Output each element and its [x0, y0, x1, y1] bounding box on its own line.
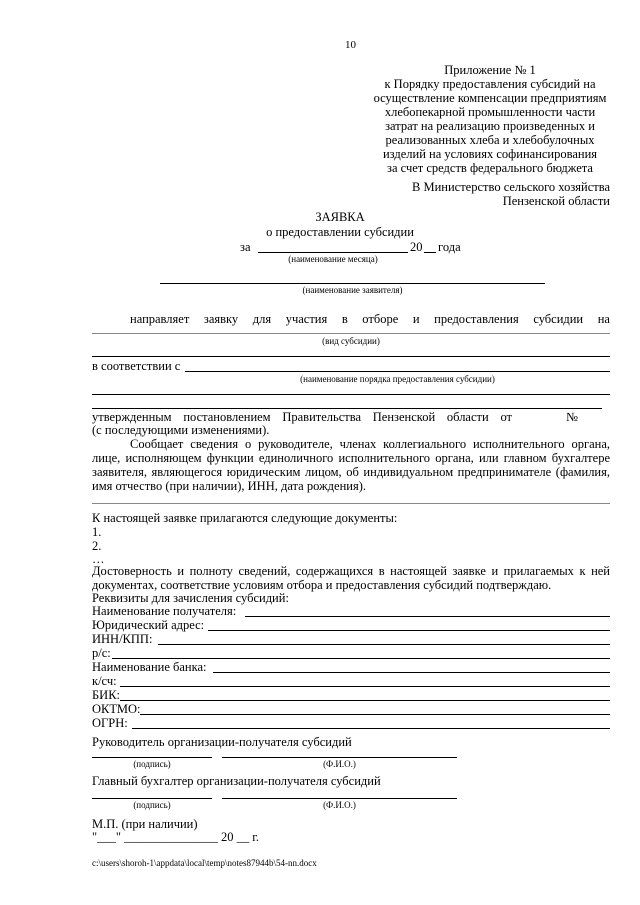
head-fio-caption: (Ф.И.О.): [323, 759, 356, 769]
request-word: в: [341, 312, 348, 326]
head-label: Руководитель организации-получателя субсидий: [92, 735, 352, 749]
appendix-line: затрат на реализацию произведенных и: [385, 119, 595, 133]
page-number: 10: [345, 39, 356, 51]
approved-text: утвержденным постановлением Правительства Пензенской области от: [92, 410, 512, 424]
accountant-fio-caption: (Ф.И.О.): [323, 800, 356, 810]
appendix-header: [360, 63, 620, 175]
appendix-line: изделий на условиях софинансирования: [382, 147, 598, 161]
date-line[interactable]: "___" _______________ 20 __ г.: [92, 830, 260, 844]
requisite-label: БИК:: [92, 688, 121, 702]
applicant-caption: (наименование заявителя): [302, 285, 403, 295]
documents-intro: К настоящей заявке прилагаются следующие документы:: [92, 511, 398, 525]
recipient-line: Пензенской области: [502, 194, 610, 208]
accountant-label: Главный бухгалтер организации-получателя субсидий: [92, 774, 381, 788]
requisite-field[interactable]: [132, 728, 610, 729]
accountant-signature-line[interactable]: [92, 798, 212, 799]
period-prefix: за: [240, 240, 251, 254]
stamp-label: М.П. (при наличии): [92, 817, 198, 831]
request-word: предоставления: [434, 312, 519, 326]
subsidy-caption: (вид субсидии): [322, 336, 380, 346]
requisite-label: Юридический адрес:: [92, 618, 205, 632]
info-paragraph: Сообщает сведения о руководителе, членах коллегиального исполнительного органа, лице, исполняющем функции единоличного исполнительного органа, или главном бухгалтере заявителя, являющегося юридическим лицом, об индивидуальном предпринимателе (фамилия, имя отчество (при наличии), ИНН, дата рождения).: [92, 437, 610, 493]
request-word: для: [252, 312, 272, 326]
documents-item: …: [92, 552, 105, 566]
appendix-line: осуществление компенсации предприятиям: [373, 91, 607, 105]
appendix-line: хлебопекарной промышленности части: [384, 105, 596, 119]
appendix-line: за счет средств федерального бюджета: [387, 161, 593, 175]
approved-number-sign: №: [566, 410, 578, 424]
requisite-field[interactable]: [120, 700, 610, 701]
requisite-label: Наименование получателя:: [92, 604, 237, 618]
accordance-caption: (наименование порядка предоставления субсидии): [300, 374, 495, 384]
request-word: участия: [285, 312, 328, 326]
head-signature-line[interactable]: [92, 757, 212, 758]
request-word: и: [412, 312, 420, 326]
confirmation-text: Достоверность и полноту сведений, содержащихся в настоящей заявке и прилагаемых к ней документах, соответствие условиям отбора и предоставления субсидий подтверждаю.: [92, 564, 610, 592]
requisite-label: ОГРН:: [92, 716, 128, 730]
recipient-block: [360, 180, 610, 208]
appendix-line: Приложение № 1: [444, 63, 536, 77]
documents-item: 1.: [92, 525, 102, 539]
requisite-field[interactable]: [140, 714, 610, 715]
accordance-line[interactable]: [185, 371, 610, 372]
subsidy-line[interactable]: [92, 333, 610, 334]
requisite-field[interactable]: [158, 644, 610, 645]
period-year: 20: [410, 240, 423, 254]
request-word: отборе: [362, 312, 399, 326]
head-fio-line[interactable]: [222, 757, 457, 758]
document-subtitle: о предоставлении субсидии: [266, 225, 414, 239]
requisites-title: Реквизиты для зачисления субсидий:: [92, 591, 289, 605]
accordance-line-2[interactable]: [92, 394, 610, 395]
requisite-label: р/с:: [92, 646, 111, 660]
request-word: направляет: [130, 312, 190, 326]
requisite-field[interactable]: [208, 630, 610, 631]
approved-changes: (с последующими изменениями).: [92, 423, 270, 437]
requisite-field[interactable]: [213, 672, 610, 673]
period-year-line[interactable]: [424, 252, 436, 253]
head-signature-caption: (подпись): [133, 759, 171, 769]
footer-file-path: c:\users\shoroh-1\appdata\local\temp\notes87944b\54-nn.docx: [92, 858, 317, 868]
request-line: [130, 312, 610, 326]
requisite-field[interactable]: [112, 658, 610, 659]
requisite-label: ОКТМО:: [92, 702, 141, 716]
period-suffix: года: [438, 240, 461, 254]
requisite-label: к/сч:: [92, 674, 117, 688]
document-title: ЗАЯВКА: [315, 210, 365, 224]
period-month-line[interactable]: [258, 252, 408, 253]
accountant-signature-caption: (подпись): [133, 800, 171, 810]
requisite-label: Наименование банка:: [92, 660, 207, 674]
request-word: на: [597, 312, 610, 326]
requisite-label: ИНН/КПП:: [92, 632, 153, 646]
accordance-line-3[interactable]: [92, 408, 602, 409]
requisite-field[interactable]: [245, 616, 610, 617]
period-caption: (наименование месяца): [288, 254, 378, 264]
documents-item: 2.: [92, 539, 102, 553]
appendix-line: реализованных хлеба и хлебобулочных: [385, 133, 595, 147]
requisite-field[interactable]: [120, 686, 610, 687]
appendix-line: к Порядку предоставления субсидий на: [384, 77, 596, 91]
applicant-line[interactable]: [160, 283, 545, 284]
info-line[interactable]: [92, 503, 610, 504]
accordance-label: в соответствии с: [92, 359, 181, 373]
accountant-fio-line[interactable]: [222, 798, 457, 799]
request-word: субсидии: [533, 312, 584, 326]
recipient-line: В Министерство сельского хозяйства: [412, 180, 610, 194]
subsidy-line-2[interactable]: [92, 356, 610, 357]
request-word: заявку: [203, 312, 239, 326]
